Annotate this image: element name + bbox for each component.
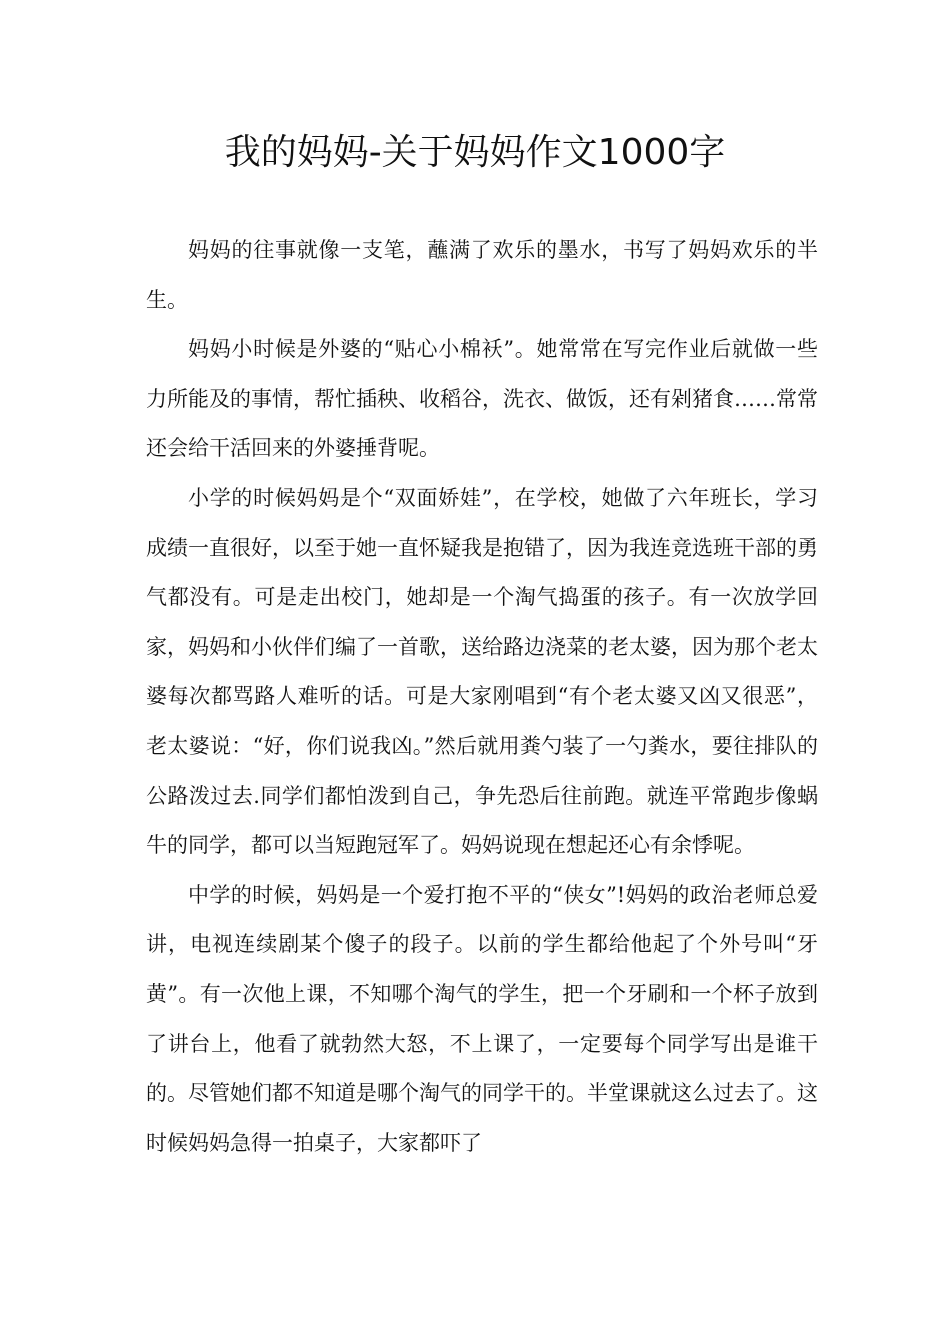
paragraph-1: 妈妈的往事就像一支笔，蘸满了欢乐的墨水，书写了妈妈欢乐的半生。 <box>146 238 818 312</box>
paragraph-2: 妈妈小时候是外婆的“贴心小棉袄”。她常常在写完作业后就做一些力所能及的事情，帮忙插秧、收稻谷，洗衣、做饭，还有剁猪食……常常还会给干活回来的外婆捶背呢。 <box>146 337 818 461</box>
paragraph-4: 中学的时候，妈妈是一个爱打抱不平的“侠女”!妈妈的政治老师总爱讲，电视连续剧某个傻子的段子。以前的学生都给他起了个外号叫“牙黄”。有一次他上课，不知哪个淘气的学生，把一个牙刷和一个杯子放到了讲台上，他看了就勃然大怒，不上课了，一定要每个同学写出是谁干的。尽管她们都不知道是哪个淘气的同学干的。半堂课就这么过去了。这时候妈妈急得一拍桌子，大家都吓了 <box>146 882 818 1155</box>
document-title: 我的妈妈-关于妈妈作文1000字 <box>224 132 726 173</box>
paragraph-3: 小学的时候妈妈是个“双面娇娃”，在学校，她做了六年班长，学习成绩一直很好，以至于她一直怀疑我是抱错了，因为我连竞选班干部的勇气都没有。可是走出校门，她却是一个淘气捣蛋的孩子。有一次放学回家，妈妈和小伙伴们编了一首歌，送给路边浇菜的老太婆，因为那个老太婆每次都骂路人难听的话。可是大家刚唱到“有个老太婆又凶又很恶”，老太婆说：“好，你们说我凶。”然后就用粪勺装了一勺粪水，要往排队的公路泼过去.同学们都怕泼到自己，争先恐后往前跑。就连平常跑步像蜗牛的同学，都可以当短跑冠军了。妈妈说现在想起还心有余悸呢。 <box>146 485 818 858</box>
document-body <box>146 226 818 1168</box>
